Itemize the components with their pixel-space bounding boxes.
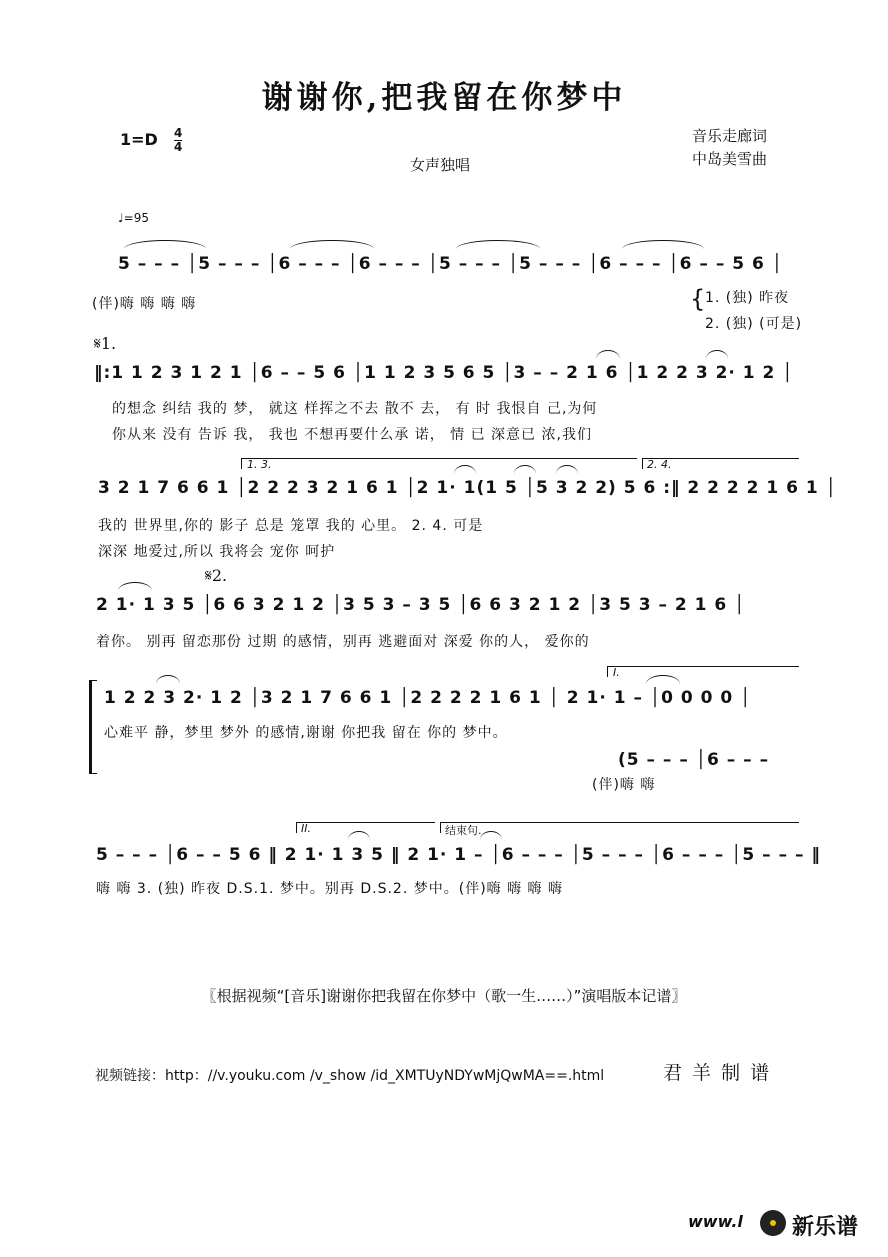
tie-mark <box>290 240 374 249</box>
arranger-signature: 君 羊 制 谱 <box>663 1062 772 1084</box>
score-row-5-notes: 1 2 2 3 2· 1 2 │3 2 1 7 6 6 1 │2 2 2 2 1 6 1 │ 2 1· 1 – │0 0 0 0 │ <box>104 688 752 708</box>
volta-1-3-bracket <box>241 458 637 469</box>
performance-type: 女声独唱 <box>410 156 471 174</box>
brace-symbol: { <box>690 285 706 313</box>
transcription-note: 〖根据视频“[音乐]谢谢你把我留在你梦中（歌一生……）”演唱版本记谱〗 <box>201 987 687 1005</box>
volta-1-3-label: 1. 3. <box>247 458 272 471</box>
side-lyric-2: 2. (独) (可是) <box>705 316 803 332</box>
slur-mark <box>706 350 728 359</box>
score-row-2-notes: ‖:1 1 2 3 1 2 1 │6 – – 5 6 │1 1 2 3 5 6 5 │3 – – 2 1 6 │1 2 2 3 2· 1 2 │ <box>94 363 794 383</box>
volta-II-bracket <box>296 822 435 833</box>
score-row-3-lyrics-2: 深深 地爱过,所以 我将会 宠你 呵护 <box>98 544 336 560</box>
video-link[interactable]: 视频链接：http：//v.youku.com /v_show /id_XMTUyNDYwMjQwMA==.html <box>95 1068 605 1084</box>
score-row-4-lyrics: 着你。 别再 留恋那份 过期 的感情，别再 逃避面对 深爱 你的人， 爱你的 <box>96 634 590 650</box>
side-lyric-1: 1. (独) 昨夜 <box>705 290 790 306</box>
key-label: 1=D <box>120 130 158 149</box>
score-row-6-notes: 5 – – – │6 – – 5 6 ‖ 2 1· 1 3 5 ‖ 2 1· 1 – │6 – – – │5 – – – │6 – – – │5 – – – ‖ <box>96 845 821 865</box>
time-top: 4 <box>174 126 183 140</box>
tie-mark <box>622 240 704 249</box>
score-row-4-notes: 2 1· 1 3 5 │6 6 3 2 1 2 │3 5 3 – 3 5 │6 6 3 2 1 2 │3 5 3 – 2 1 6 │ <box>96 595 746 615</box>
watermark-url: www.l <box>688 1212 743 1231</box>
volta-II-label: II. <box>301 822 311 835</box>
score-row-3-notes: 3 2 1 7 6 6 1 │2 2 2 3 2 1 6 1 │2 1· 1(1 5 │5 3 2 2) 5 6 :‖ 2 2 2 2 1 6 1 │ <box>98 478 837 498</box>
accompaniment-lyrics: (伴)嗨 嗨 <box>592 777 656 793</box>
tie-mark <box>456 240 540 249</box>
volta-I-label: I. <box>613 666 620 679</box>
coda-label: 结束句. <box>445 824 482 837</box>
record-logo-icon <box>760 1210 786 1236</box>
time-signature <box>174 127 182 154</box>
accompaniment-notes: (5 – – – │6 – – – <box>618 750 770 770</box>
volta-I-bracket <box>607 666 799 677</box>
slur-mark <box>596 350 620 359</box>
score-row-3-lyrics-1: 我的 世界里,你的 影子 总是 笼罩 我的 心里。 2. 4. 可是 <box>98 518 484 534</box>
score-row-2-lyrics-1: 的想念 纠结 我的 梦， 就这 样挥之不去 散不 去， 有 时 我恨自 己,为何 <box>112 401 598 417</box>
volta-2-4-label: 2. 4. <box>647 458 672 471</box>
tempo-mark: ♩=95 <box>118 211 149 225</box>
composer-credit: 中岛美雪曲 <box>692 150 768 168</box>
slur-mark <box>118 582 152 591</box>
score-row-6-lyrics: 嗨 嗨 3. (独) 昨夜 D.S.1. 梦中。别再 D.S.2. 梦中。(伴)嗨 嗨 嗨 嗨 <box>96 881 564 897</box>
watermark-brand: 新乐谱 <box>792 1215 859 1240</box>
time-bottom: 4 <box>174 140 183 154</box>
score-row-1-notes: 5 – – – │5 – – – │6 – – – │6 – – – │5 – – – │5 – – – │6 – – – │6 – – 5 6 │ <box>118 254 783 274</box>
system-bracket <box>89 680 97 774</box>
segno-2: 𝄋2. <box>205 566 228 585</box>
tie-mark <box>124 240 206 249</box>
key-signature <box>120 130 158 149</box>
slur-mark <box>156 675 180 684</box>
page-title: 谢谢你,把我留在你梦中 <box>261 80 627 116</box>
segno-1: 𝄋1. <box>94 334 117 353</box>
lyricist-credit: 音乐走廊词 <box>692 127 768 145</box>
score-row-2-lyrics-2: 你从来 没有 告诉 我， 我也 不想再要什么承 诺， 情 已 深意已 浓,我们 <box>112 427 592 443</box>
score-row-5-lyrics: 心难平 静，梦里 梦外 的感情,谢谢 你把我 留在 你的 梦中。 <box>104 725 508 741</box>
score-row-1-lyrics-1: (伴)嗨 嗨 嗨 嗨 <box>92 296 197 312</box>
